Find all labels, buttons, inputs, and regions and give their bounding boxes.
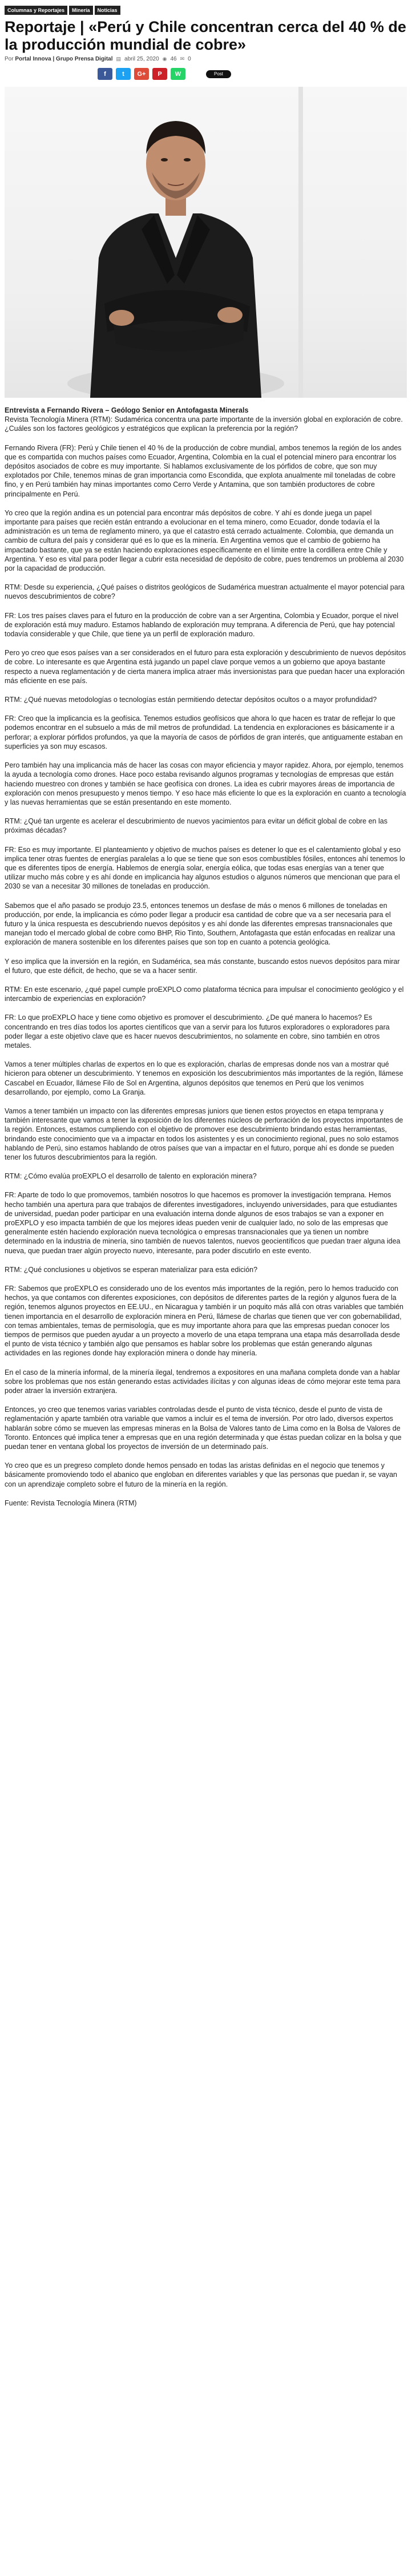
comments-count[interactable]: 0	[188, 56, 191, 62]
post-button[interactable]: Post	[206, 70, 231, 78]
paragraph-0: Revista Tecnología Minera (RTM): Sudamérica concentra una parte importante de la inversión global en exploración de cobre. ¿Cuáles son los factores geológicos y estratégicos que explican la preferencia por la región?	[5, 415, 403, 433]
pinterest-share-button[interactable]: P	[152, 68, 167, 80]
by-label: Por	[5, 56, 14, 62]
paragraph-18: FR: Aparte de todo lo que promovemos, también nosotros lo que hacemos es promover la investigación temprana. Hemos hecho también una apertura para que trabajos de diferentes investigadores, incluyendo universidades, para que estudiantes de universidad, puedan poder participar en una evaluación interna donde algunos de esos trabajos se van a exponer en proEXPLO y eso impacta también de que los mejores ideas pueden venir de cualquier lado, no solo de las empresas que generalmente estén haciendo exploración nueva tecnológica o empresas transnacionales que ya tienen un nombre determinado en la industria de minería, sino también de nuevos talentos, nuevos geocientíficos que puedan traer alguna idea nueva, que puedan traer algún proyecto nuevo, interesante, para poder discutirlo en este evento.	[5, 1191, 401, 1255]
paragraph-4: FR: Los tres países claves para el futuro en la producción de cobre van a ser Argentina, Colombia y Ecuador, porque el nivel de exploración está muy maduro. Estamos hablando de exploración muy temprana. A diferencia de Perú, que hay potencial todavía considerable y que Chile, que tiene ya un perfil de exploración maduro.	[5, 611, 398, 639]
paragraph-17: RTM: ¿Cómo evalúa proEXPLO el desarrollo de talento en exploración minera?	[5, 1172, 257, 1181]
paragraph-10: FR: Eso es muy importante. El planteamiento y objetivo de muchos países es detener lo que es el calentamiento global y eso implica tener otras fuentes de energías paralelas a lo que se tiene que son esos combustibles fósiles, entonces ahí tenemos lo que es diferentes tipos de energía. Hablemos de energía solar, energía eólica, que todas esas energías van a tener que utilizar mucho más cobre y es ahí donde en implicancia hay algunos estudios o algunos números que mencionan que para el 2030 se van a necesitar 30 millones de toneladas en producción.	[5, 845, 405, 891]
paragraph-14: FR: Lo que proEXPLO hace y tiene como objetivo es promover el descubrimiento. ¿De qué manera lo hacemos? Es concentrando en tres días todos los aportes científicos que van a servir para los futuros exploradores o exploradores para poder llegar a este objetivo clave que es hacer nuevos descubrimientos, no solamente en cobre, sino también en otros metales.	[5, 1014, 390, 1049]
twitter-share-button[interactable]: t	[116, 68, 131, 80]
views-count: 46	[170, 56, 177, 62]
paragraph-22: Entonces, yo creo que tenemos varias variables controladas desde el punto de vista técnico, desde el punto de vista de reglamentación y aparte también otra variable que vamos a incluir es el tema de inversión. Por otro lado, diversos expertos hablarán sobre cómo se mueven las empresas mineras en la Bolsa de Valores tanto de Lima como en la Bolsa de Valores de Toronto. Entonces qué implica tener a empresas que en una región determinada y que éstas puedan colizar en la bolsa y que puedan tener en ventana global los proyectos de inversión de un determinado país.	[5, 1406, 402, 1451]
paragraph-11: Sabemos que el año pasado se produjo 23.5, entonces tenemos un desfase de más o menos 6 millones de toneladas en producción, por ende, la implicancia es cómo poder llegar a producir esa cantidad de cobre que va a ser necesaria para el futuro y la única respuesta es descubriendo nuevos depósitos y es ahí donde las diferentes empresas transnacionales que manejan todo el mercado global de cobre como BHP, Rio Tinto, Southern, Antofagasta que están enfocadas en realizar una exploración de manera sostenible en los diferentes países que son top en cuanto a potencia geológica.	[5, 901, 395, 947]
paragraph-3: RTM: Desde su experiencia, ¿Qué países o distritos geológicos de Sudamérica muestran actualmente el mayor potencial para nuevos descubrimientos de cobre?	[5, 583, 405, 601]
paragraph-9: RTM: ¿Qué tan urgente es acelerar el descubrimiento de nuevos yacimientos para evitar un déficit global de cobre en las próximas décadas?	[5, 817, 387, 835]
paragraph-13: RTM: En este escenario, ¿qué papel cumple proEXPLO como plataforma técnica para impulsar el conocimiento geológico y el intercambio de experiencias en exploración?	[5, 985, 404, 1003]
paragraph-12: Y eso implica que la inversión en la región, en Sudamérica, sea más constante, buscando estos nuevos depósitos para mirar el futuro, que este déficit, de hecho, que se va a hacer sentir.	[5, 957, 400, 975]
paragraph-5: Pero yo creo que esos países van a ser considerados en el futuro para esta exploración y descubrimiento de nuevos depósitos de cobre. Lo interesante es que Argentina está jugando un papel clave porque vemos a un gobierno que apoya bastante respecto a nueva reglamentación y de cierta manera implica atraer más inversionistas para que puedan hacer una exploración más eficiente en ese país.	[5, 649, 406, 685]
publish-date: abril 25, 2020	[124, 56, 159, 62]
eye-icon: ◉	[162, 56, 167, 62]
paragraph-2: Yo creo que la región andina es un potencial para encontrar más depósitos de cobre. Y ahí es donde juega un papel importante para países que recién están entrando a evolucionar en el tema minero, como Ecuador, donde todavía el la administración es un tema de reglamento minero, ya que el catastro está cerrado actualmente. Colombia, que demanda un cambio de cultura del país y considerar qué es lo que es la minería. En Argentina vemos que el cambio de gobierno ha impactado bastante, que ya se están haciendo exploraciones específicamente en el límite entre la cordillera entre Chile y Argentina. Y eso es vital para poder llegar a cubrir esta necesidad de depósito de cobre, pues tendremos un problema al 2030 por la capacidad de producción.	[5, 508, 404, 573]
paragraph-6: RTM: ¿Qué nuevas metodologías o tecnologías están permitiendo detectar depósitos ocultos o a mayor profundidad?	[5, 696, 377, 704]
googleplus-share-button[interactable]: G+	[134, 68, 149, 80]
article-intro	[5, 406, 406, 434]
paragraph-20: FR: Sabemos que proEXPLO es considerado uno de los eventos más importantes de la región, pero lo hemos traducido con hechos, ya que contamos con diferentes exposiciones, con depósitos de diferentes partes de la región y algunos fuera de la región, tenemos algunos proyectos en EE.UU., en Nicaragua y también ir un poquito más allá con otras variables que también tienen importancia en el desarrollo de exploración minera en Perú, llámese de charlas que tienen que ver con gobernabilidad, con temas ambientales, temas de permisología, que es muy importante ahora para que las empresas puedan conocer los tiempos de permisos que pueden ayudar a un proyecto a moverlo de una etapa temprana una etapa más desarrollada desde el punto de vista técnico y también algo que pensamos es hablar sobre los problemas que están generando algunas actividades en las regiones donde hay exploración minera o donde hay minería.	[5, 1285, 403, 1358]
paragraph-15: Vamos a tener múltiples charlas de expertos en lo que es exploración, charlas de empresas donde nos van a mostrar qué hicieron para obtener un descubrimiento. Y tenemos en exposición los descubrimientos más importantes de la región, llámese Cascabel en Ecuador, llámese Filo de Sol en Argentina, algunos depósitos que tenemos en Perú que los venimos desarrollando, por ejemplo, como La Granja.	[5, 1060, 403, 1096]
paragraph-19: RTM: ¿Qué conclusiones u objetivos se esperan materializar para esta edición?	[5, 1265, 258, 1274]
article-meta	[5, 56, 406, 62]
calendar-icon: ▤	[116, 56, 122, 62]
paragraph-1: Fernando Rivera (FR): Perú y Chile tienen el 40 % de la producción de cobre mundial, ambos tenemos la región de los andes que es compartida con muchos países como Ecuador, Argentina, Colombia en la cual el potencial minero para encontrar los depósitos asociados de cobre es muy importante. Si hablamos exclusivamente de los pórfidos de cobre, que son muy explotados por Chile, tenemos minas de gran importancia como Escondida, que explota anualmente mil toneladas de cobre fino, y en Perú también hay minas importantes como Cerro Verde y Antamina, que son también productores de cobre principalmente en Perú.	[5, 443, 402, 498]
tag-noticias[interactable]: Noticias	[95, 6, 120, 15]
paragraph-21: En el caso de la minería informal, de la minería ilegal, tendremos a expositores en una mañana completa donde van a hablar sobre los problemas que nos están generando estas actividades ilícitas y con algunas ideas de cómo mejorar este tema para poder atraer la inversión extranjera.	[5, 1368, 401, 1395]
paragraph-8: Pero también hay una implicancia más de hacer las cosas con mayor eficiencia y mayor rapidez. Ahora, por ejemplo, tenemos la ayuda a tecnología como drones. Hace poco estaba revisando algunos programas y tecnologías de empresas que están haciendo muestreo con drones y también se hace geofísica con drones. La idea es cubrir mayores áreas de importancia de exploración con menos presupuesto y menos tiempo. Y eso hace más eficiente lo que es la exploración en cuanto a tecnología y las nuevas herramientas que se están presentando en este momento.	[5, 761, 406, 806]
comment-icon: ✉	[180, 56, 185, 62]
portrait-illustration	[5, 87, 407, 398]
tag-columnas[interactable]: Columnas y Reportajes	[5, 6, 67, 15]
category-tags	[5, 0, 406, 15]
tag-mineria[interactable]: Minería	[69, 6, 93, 15]
byline	[5, 56, 113, 62]
paragraph-7: FR: Creo que la implicancia es la geofísica. Tenemos estudios geofísicos que ahora lo que hacen es tratar de reflejar lo que podemos encontrar en el subsuelo a más de mil metros de profundidad. La tendencia en exploraciones es básicamente ir a perforar; a explorar pórfidos profundos, ya que la mayoría de casos de pórfidos de gran interés, que antiguamente estaban en superficies ya son muy escasos.	[5, 714, 403, 750]
article-title: Reportaje | «Perú y Chile concentran cerca del 40 % de la producción mundial de cobre»	[5, 18, 406, 53]
author-link[interactable]: Portal Innova | Grupo Prensa Digital	[15, 56, 113, 62]
facebook-share-button[interactable]: f	[98, 68, 112, 80]
paragraph-23: Yo creo que es un pregreso completo donde hemos pensado en todas las aristas definidas en el negocio que tenemos y básicamente promoviendo todo el abanico que engloban en diferentes variables y que las personas que puedan ir, se vayan con un aprendizaje completo sobre el futuro de la minería en la región.	[5, 1461, 397, 1488]
interview-heading: Entrevista a Fernando Rivera – Geólogo Senior en Antofagasta Minerals	[5, 406, 249, 414]
source-credit: Fuente: Revista Tecnología Minera (RTM)	[5, 1499, 137, 1507]
paragraph-16: Vamos a tener también un impacto con las diferentes empresas juniors que tienen estos proyectos en etapa temprana y también interesante que vamos a tener la exposición de los diferentes núcleos de perforación de los proyectos importantes de la región. Entonces, estamos cumpliendo con el objetivo de promover ese descubrimiento brindando estas herramientas, brindando este conocimiento que va a impactar en todos los asistentes y es un conocimiento regional, pues no solo estamos hablando de Perú, sino estamos hablando de otros países que van a impactar en el futuro, porque ahí es donde se pueden tener los futuros descubrimientos para la región.	[5, 1107, 403, 1161]
hero-photo	[5, 87, 407, 398]
share-bar	[5, 68, 406, 80]
whatsapp-share-button[interactable]: W	[171, 68, 185, 80]
